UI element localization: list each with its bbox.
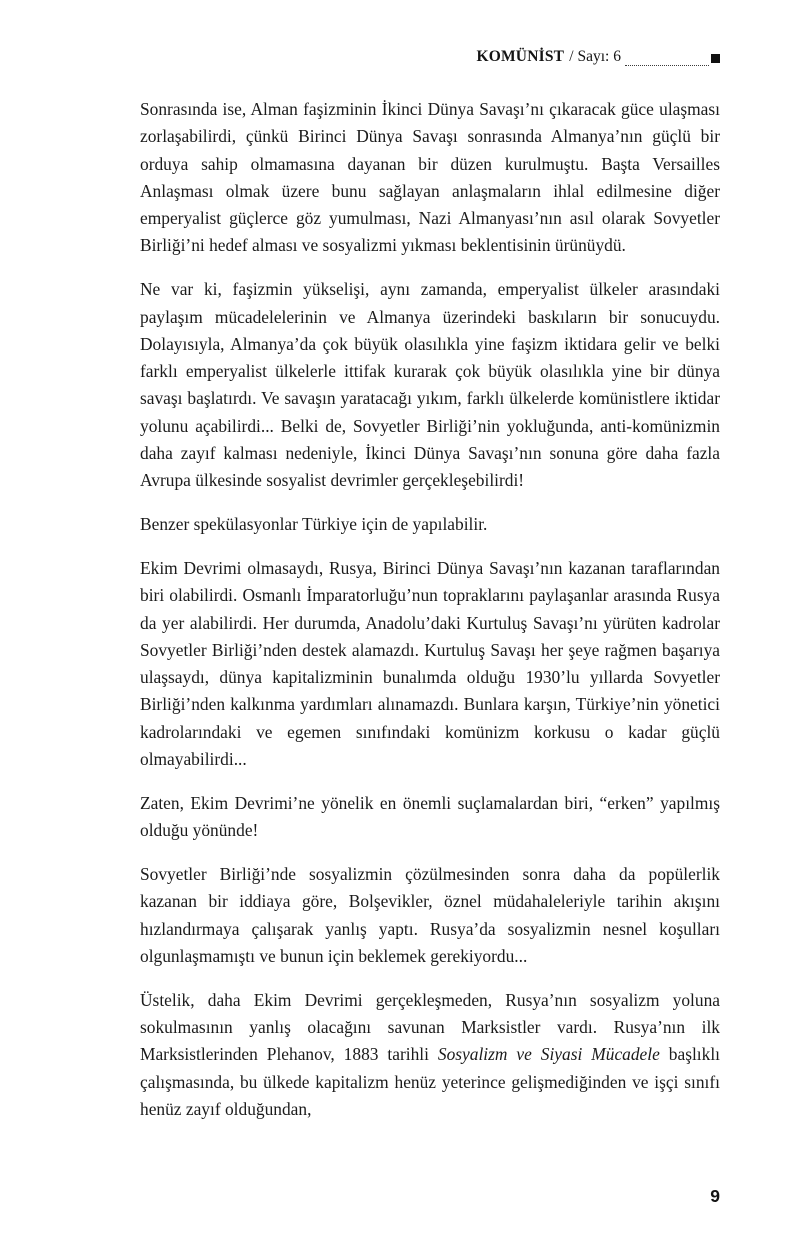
issue-number: Sayı: 6	[577, 48, 621, 65]
paragraph: Ekim Devrimi olmasaydı, Rusya, Birinci Dünya Savaşı’nın kazanan taraflarından biri olabilirdi. Osmanlı İmparatorluğu’nun topraklarını paylaşanlar arasında Rusya da yer alabilirdi. Her durumda, Anadolu’daki Kurtuluş Savaşı’nı yürüten kadrolar Sovyetler Birliği’nden destek alamazdı. Kurtuluş Savaşı her şeye rağmen başarıya ulaşsaydı, dünya kapitalizminin bunalımda olduğu 1930’lu yıllarda Sovyetler Birliği’nden kalkınma yardımları alınamazdı. Bunlara karşın, Türkiye’nin yönetici kadrolarındaki ve egemen sınıfındaki komünizm korkusu o kadar güçlü olmayabilirdi...	[140, 557, 720, 770]
paragraph: Ne var ki, faşizmin yükselişi, aynı zamanda, emperyalist ülkeler arasındaki paylaşım mücadelelerinin ve Almanya üzerindeki baskıların bir sonucuydu. Dolayısıyla, Almanya’da çok büyük olasılıkla yine faşizm iktidara gelir ve belki farklı emperyalist ülkelerle ittifak kurarak çok büyük olasılıkla yine bir dünya savaşı başlatırdı. Ve savaşın yaratacağı yıkım, farklı ülkelerde komünistlere iktidar yolunu açabilirdi... Belki de, Sovyetler Birliği’nin yokluğunda, anti-komünizmin daha zayıf kalması nedeniyle, İkinci Dünya Savaşı’nın sonuna göre daha fazla Avrupa ülkesinde sosyalist devrimler gerçekleşebilirdi!	[140, 279, 720, 491]
body-text-column	[140, 96, 720, 1123]
running-header	[140, 44, 720, 70]
page-number: 9	[710, 1186, 720, 1206]
square-marker-icon	[711, 54, 720, 63]
paragraph-text-run: başlıklı çalışmasında, bu ülkede kapitalizm henüz yeterince gelişmediğinden ve işçi sınıfı henüz zayıf olduğundan,	[140, 1044, 720, 1119]
paragraph: Benzer spekülasyonlar Türkiye için de yapılabilir.	[140, 514, 488, 535]
publication-title: KOMÜNİST	[476, 48, 565, 65]
header-separator: /	[569, 48, 574, 65]
paragraph-with-citation	[140, 987, 720, 1123]
paragraph-text-run: Üstelik, daha Ekim Devrimi gerçekleşmeden, Rusya’nın sosyalizm yoluna sokulmasının yanlış olacağını savunan Marksistler vardı. Rusya’nın ilk Marksistlerinden Plehanov, 1883 tarihli	[140, 989, 720, 1065]
dotted-leader-line	[625, 50, 709, 66]
paragraph: Zaten, Ekim Devrimi’ne yönelik en önemli suçlamalardan biri, “erken” yapılmış olduğu yönünde!	[140, 792, 720, 841]
paragraph: Sonrasında ise, Alman faşizminin İkinci Dünya Savaşı’nı çıkaracak güce ulaşması zorlaşabilirdi, çünkü Birinci Dünya Savaşı sonrasında Almanya’nın güçlü bir orduya sahip olmamasına dayanan bir düzen kurulmuştu. Başta Versailles Anlaşması olmak üzere bunu sağlayan anlaşmaların ihlal edilmesine diğer emperyalist güçlerce göz yumulması, Nazi Almanyası’nın asıl olarak Sovyetler Birliği’ni hedef alması ve sosyalizmi yıkması beklentisinin ürünüydü.	[140, 99, 720, 256]
paragraph: Sovyetler Birliği’nde sosyalizmin çözülmesinden sonra daha da popülerlik kazanan bir iddiaya göre, Bolşevikler, öznel müdahaleleriyle tarihin akışını hızlandırmaya çalışarak yanlış yaptı. Rusya’da sosyalizmin nesnel koşulları olgunlaşmamıştı ve bunun için beklemek gerekiyordu...	[140, 863, 720, 966]
cited-work-title: Sosyalizm ve Siyasi Mücadele	[437, 1044, 660, 1065]
